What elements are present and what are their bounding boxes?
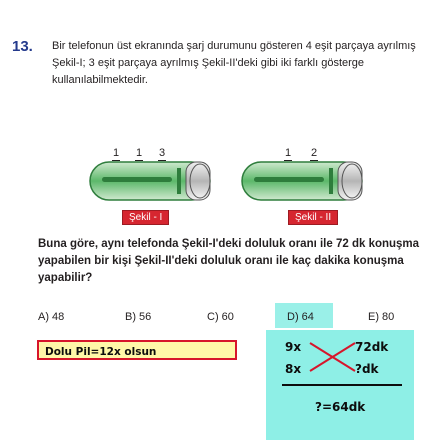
question-number: 13. (12, 38, 33, 55)
battery-1 (90, 162, 210, 200)
cross-multiply-arrows (300, 335, 370, 380)
note-box: Dolu Pil=12x olsun (37, 340, 237, 360)
bold-question-text: Buna göre, aynı telefonda Şekil-I'deki doluluk oranı ile 72 dk konuşma yapabilen bir kişi Şekil-II'deki doluluk oranı ile kaç dakika konuşma yapabilir? (38, 238, 420, 284)
option-c[interactable]: C) 60 (207, 311, 234, 323)
figure-1-frac-2: 1 (135, 147, 143, 159)
option-b[interactable]: B) 56 (125, 311, 152, 323)
figure-2-label: Şekil - II (288, 210, 338, 225)
figure-2-frac-2: 2 (310, 147, 318, 159)
battery-2 (242, 162, 362, 200)
option-d[interactable]: D) 64 (287, 311, 314, 323)
work-line-2-left: 8x (285, 362, 302, 376)
figure-2-frac-1: 1 (284, 147, 292, 159)
work-line-1-left: 9x (285, 340, 302, 354)
work-line-1-right: 72dk (355, 340, 389, 354)
figure-1-label: Şekil - I (122, 210, 169, 225)
question-text: Bir telefonun üst ekranında şarj durumunu gösteren 4 eşit parçaya ayrılmış Şekil-I; 3 eşit parçaya ayrılmış Şekil-II'deki gibi iki farklı gösterge kullanılabilmektedir. (52, 40, 416, 86)
figure-1-frac-1: 1 (112, 147, 120, 159)
figure-1-frac-3: 3 (158, 147, 166, 159)
work-divider (282, 384, 402, 386)
work-line-2-right: ?dk (355, 362, 379, 376)
work-result: ?=64dk (315, 400, 366, 414)
option-a[interactable]: A) 48 (38, 311, 65, 323)
option-e[interactable]: E) 80 (368, 311, 395, 323)
